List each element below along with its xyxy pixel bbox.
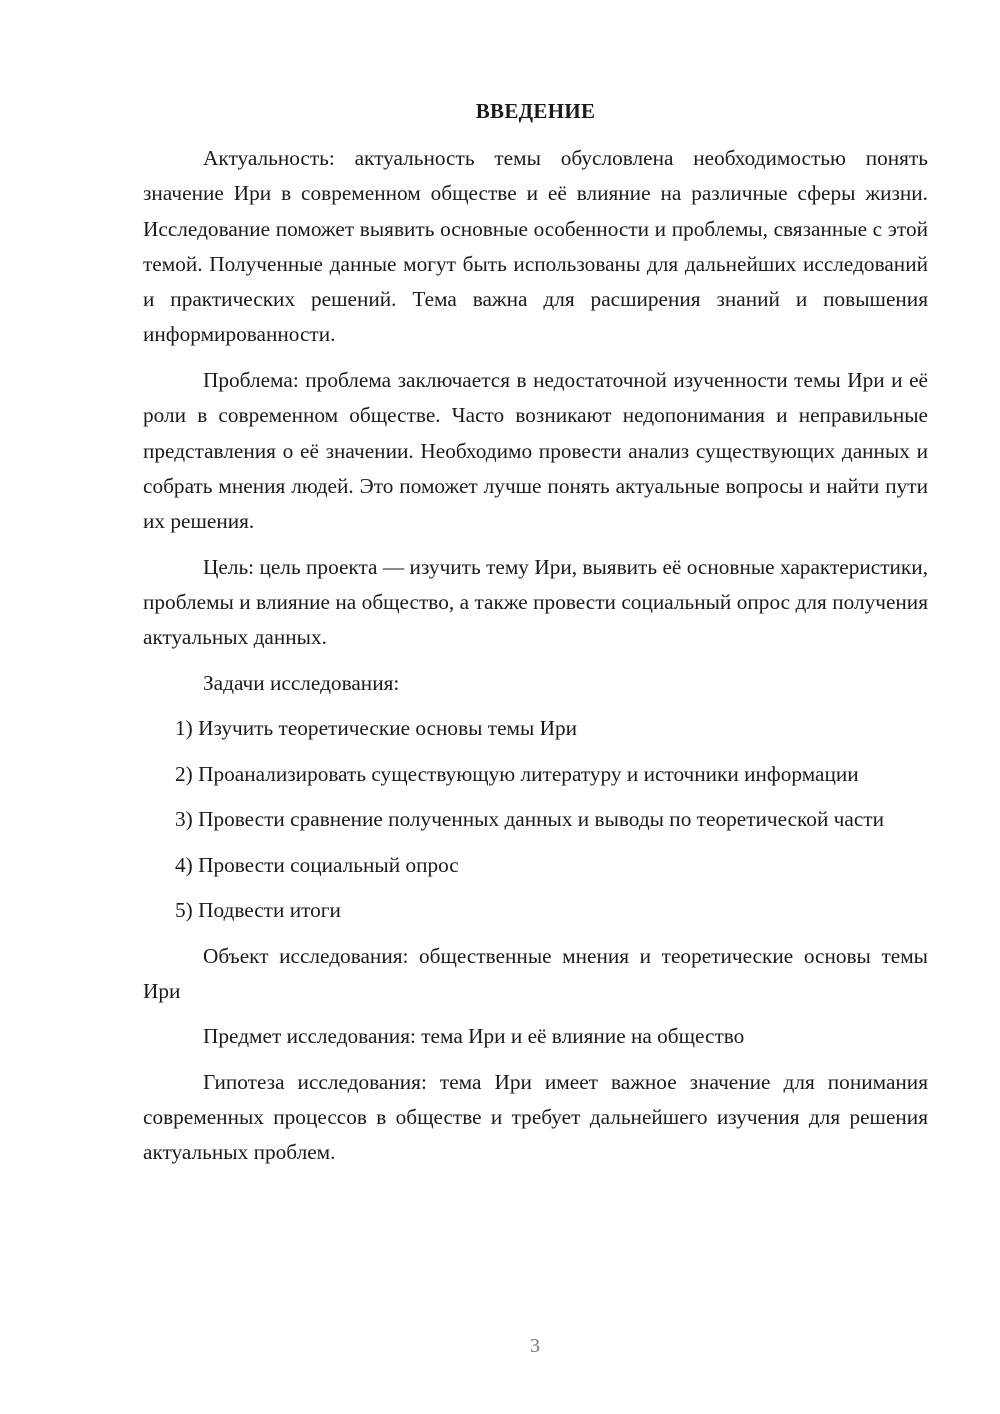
task-item-1: 1) Изучить теоретические основы темы Ири	[175, 716, 578, 741]
task-item-2: 2) Проанализировать существующую литературу и источники информации	[175, 761, 859, 786]
task-item-4: 4) Провести социальный опрос	[175, 852, 459, 877]
task-item-5: 5) Подвести итоги	[175, 898, 341, 923]
relevance-paragraph: Актуальность: актуальность темы обусловлена необходимостью понять значение Ири в современном обществе и её влияние на различные сферы жизни. Исследование поможет выявить основные особенности и проблемы, связанные с этой темой. Полученные данные могут быть использованы для дальнейших исследований и практических решений. Тема важна для расширения знаний и повышения информированности.	[143, 146, 928, 347]
task-item-3: 3) Провести сравнение полученных данных и выводы по теоретической части	[175, 807, 884, 832]
subject-paragraph: Предмет исследования: тема Ири и её влияние на общество	[203, 1024, 745, 1049]
page-number: 3	[530, 1335, 540, 1357]
tasks-heading: Задачи исследования:	[203, 670, 400, 695]
object-paragraph: Объект исследования: общественные мнения и теоретические основы темы Ири	[143, 943, 928, 1003]
hypothesis-paragraph: Гипотеза исследования: тема Ири имеет важное значение для понимания современных процессов в обществе и требует дальнейшего изучения для решения актуальных проблем.	[143, 1069, 928, 1165]
page-title: ВВЕДЕНИЕ	[475, 99, 596, 123]
goal-paragraph: Цель: цель проекта — изучить тему Ири, выявить её основные характеристики, проблемы и влияние на общество, а также провести социальный опрос для получения актуальных данных.	[143, 554, 928, 650]
problem-paragraph: Проблема: проблема заключается в недостаточной изученности темы Ири и её роли в современном обществе. Часто возникают недопонимания и неправильные представления о её значении. Необходимо провести анализ существующих данных и собрать мнения людей. Это поможет лучше понять актуальные вопросы и найти пути их решения.	[143, 367, 928, 534]
document-body	[143, 141, 928, 1181]
